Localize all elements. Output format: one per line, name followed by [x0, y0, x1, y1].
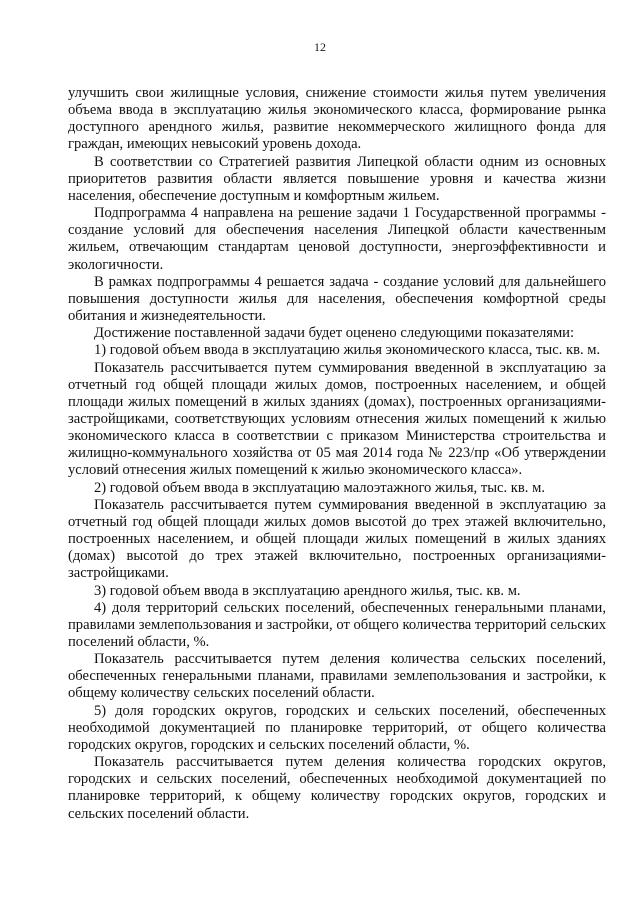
document-body: [68, 85, 606, 823]
indicator-1-description: Показатель рассчитывается путем суммирования введенной в эксплуатацию за отчетный год общей площади жилых домов, построенных населением, и общей площади жилых помещений в жилых зданиях (домах), построенных организациями-застройщиками, соответствующих условиям отнесения жилых помещений к жилью экономического класса в соответствии с приказом Министерства строительства и жилищно-коммунального хозяйства от 05 мая 2014 года № 223/пр «Об утверждении условий отнесения жилых помещений к жилью экономического класса».: [68, 359, 606, 479]
indicator-1: 1) годовой объем ввода в эксплуатацию жилья экономического класса, тыс. кв. м.: [94, 342, 601, 359]
paragraph-3: Подпрограмма 4 направлена на решение задачи 1 Государственной программы - создание условий для обеспечения населения Липецкой области качественным жильем, отвечающим стандартам ценовой доступности, энергоэффективности и экологичности.: [68, 205, 606, 273]
paragraph-5: Достижение поставленной задачи будет оценено следующими показателями:: [94, 325, 575, 342]
indicator-4: 4) доля территорий сельских поселений, обеспеченных генеральными планами, правилами землепользования и застройки, от общего количества территорий сельских поселений области, %.: [68, 599, 606, 650]
paragraph-2: В соответствии со Стратегией развития Липецкой области одним из основных приоритетов развития области является повышение уровня и качества жизни населения, обеспечение доступным и комфортным жильем.: [68, 153, 606, 204]
paragraph-4: В рамках подпрограммы 4 решается задача - создание условий для дальнейшего повышения доступности жилья для населения, обеспечения комфортной среды обитания и жизнедеятельности.: [68, 273, 606, 325]
paragraph-1: улучшить свои жилищные условия, снижение стоимости жилья путем увеличения объема ввода в эксплуатацию жилья экономического класса, формирование рынка доступного арендного жилья, развитие некоммерческого жилищного фонда для граждан, имеющих невысокий уровень дохода.: [68, 85, 606, 153]
indicator-5: 5) доля городских округов, городских и сельских поселений, обеспеченных необходимой документацией по планировке территорий, от общего количества городских округов, городских и сельских поселений области, %.: [68, 702, 606, 753]
indicator-4-description: Показатель рассчитывается путем деления количества сельских поселений, обеспеченных генеральными планами, правилами землепользования и застройки, к общему количеству сельских поселений области.: [68, 651, 606, 702]
indicator-2: 2) годовой объем ввода в эксплуатацию малоэтажного жилья, тыс. кв. м.: [94, 479, 545, 496]
indicator-5-description: Показатель рассчитывается путем деления количества городских округов, городских и сельских поселений, обеспеченных необходимой документацией по планировке территорий, к общему количеству городских округов, городских и сельских поселений области.: [68, 754, 606, 822]
indicator-3: 3) годовой объем ввода в эксплуатацию арендного жилья, тыс. кв. м.: [94, 582, 521, 599]
page-number: 12: [314, 40, 326, 54]
indicator-2-description: Показатель рассчитывается путем суммирования введенной в эксплуатацию за отчетный год общей площади жилых домов высотой до трех этажей включительно, построенных населением, и общей площади жилых помещений в жилых зданиях (домах) высотой до трех этажей включительно, построенных организациями-застройщиками.: [68, 496, 606, 582]
